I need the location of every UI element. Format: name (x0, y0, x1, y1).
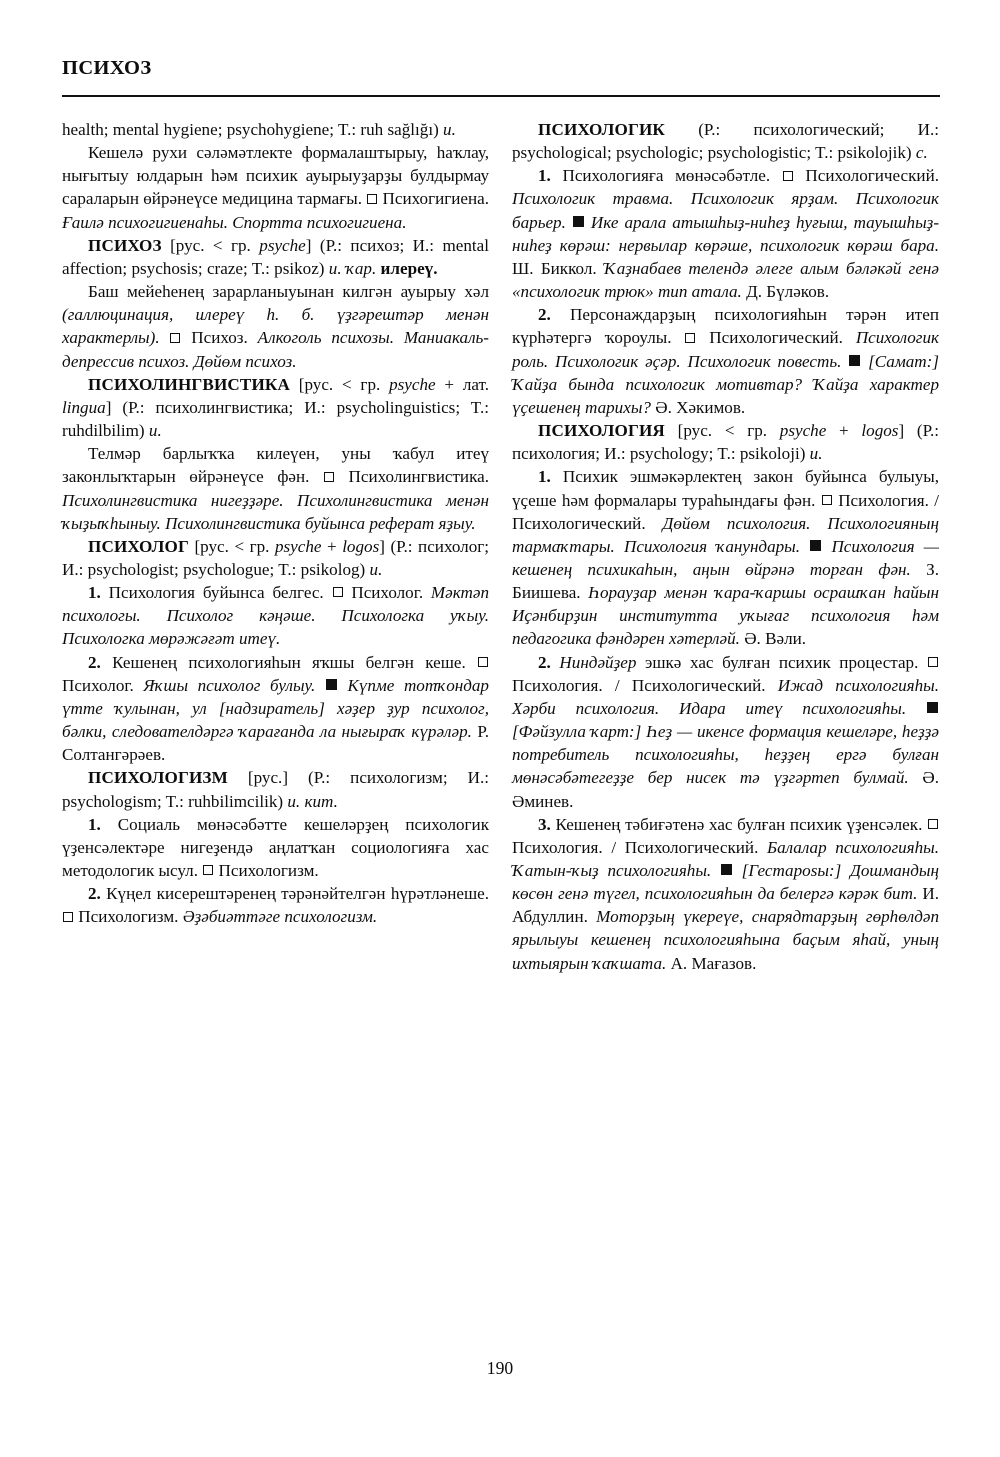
example-phrases: Балалар психологияһы. Ҡатын-ҡыҙ психологияһы. (512, 837, 940, 880)
filled-square-icon (927, 702, 938, 713)
literary-quotation-1: [Самат:] Ҡайҙа бында психологик мотивтар? Ҡайҙа характер үҫешенең тарихы? (512, 351, 939, 417)
example-phrases: Алкоголь психозы. Маниакаль-депрессив психоз. Дөйөм психоз. (62, 328, 489, 371)
filled-square-icon (721, 864, 732, 875)
headword-psihologizm: ПСИХОЛОГИЗМ (88, 768, 228, 788)
example-phrases: Психологик роль. Психологик әҫәр. Психологик повесть. (512, 328, 939, 371)
example-phrases: Әҙәбиәттәге психологизм. (182, 907, 378, 927)
grammar-label: и. (369, 559, 383, 579)
entry-psihologiya-sense-3 (512, 813, 939, 975)
russian-equivalent: Психологический. (793, 166, 939, 186)
russian-equivalent: Психоз. (181, 328, 258, 348)
etymology-source-word-2: logos (861, 421, 899, 441)
definition-text: Кешенең психологияһын яҡшы белгән кеше. (100, 652, 477, 672)
definition-text: Телмәр барлыҡҡа килеүен, уны ҡабул итеү законлыҡтарын өйрәнеүсе фән. (62, 444, 489, 487)
translations: ] (Р.: психология; И.: psychology; T.: psikoloji) (512, 421, 939, 464)
open-square-icon (203, 865, 213, 875)
grammar-label: и. кит. (287, 791, 338, 811)
latin-gloss-tail: health; mental hygiene; psychohygiene; T.: ruh sağlığı) (62, 120, 444, 139)
definition-text: Психологияға мөнәсәбәтле. (550, 166, 782, 186)
russian-equivalent: Психогигиена. (378, 189, 489, 209)
etymology-source-word-2: logos (342, 536, 380, 556)
headword-psiholingvistika: ПСИХОЛИНГВИСТИКА (88, 374, 290, 394)
example-phrases: Мәктәп психологы. Психолог кәңәше. Психологка уҡыу. Психологка мөрәжәғәт итеү. (62, 583, 489, 649)
entry-psihogigiena-definition (62, 141, 489, 234)
definition-text: Кешенең тәбиғәтенә хас булған психик үҙенсәлек. (550, 814, 927, 834)
open-square-icon (478, 657, 488, 667)
etymology-open: [рус. < гр. (161, 235, 260, 255)
etymology-open: [рус. < гр. (289, 374, 390, 394)
translations: ] (Р.: психоз; И.: mental affection; psychosis; craze; T.: psikoz) (62, 235, 489, 278)
translations: (Р.: психологический; И.: psychological; psychologic; psychologistic; T.: psikolojik) (512, 120, 939, 163)
etymology-source-word-1: psyche (389, 374, 436, 394)
literary-quotation-1: Ике арала атышһыҙ-ниһеҙ һуғыш, тауышһыҙ-ниһеҙ көрәш: нервылар көрәше, психологик көрәш бара. (512, 212, 940, 255)
example-phrases: Дөйөм психология. Психологияның тармаҡтары. Психология ҡанундары. (512, 513, 939, 556)
example-phrases: Психологик травма. Психологик ярҙам. Психологик барьер. (512, 189, 939, 232)
quotation-attribution-1: Ш. Биккол. (512, 258, 604, 278)
entry-psiholog-sense-2 (62, 651, 489, 767)
filled-square-icon (849, 355, 860, 366)
literary-quotation-2: Ҡаҙнабаев телендә әлеге алым бәләкәй генә «психологик трюк» тип атала. (512, 258, 939, 302)
entry-psihologizm-sense-1 (62, 813, 489, 882)
definition-text: Күңел кисерештәренең тәрәнәйтелгән һүрәтләнеше. (100, 884, 489, 904)
translations: ] (Р.: психолингвистика; И.: psycholinguistics; T.: ruhdilbilim) (62, 397, 489, 441)
example-phrases: Ғаилә психогигиенаһы. Спортта психогигиена. (62, 212, 407, 232)
sense-number: 2. (88, 652, 101, 672)
sense-number: 1. (88, 814, 101, 834)
open-square-icon (928, 657, 938, 667)
etymology-source-word-2: lingua (62, 397, 106, 417)
definition-lead-italic: Ниндәйҙер (550, 652, 645, 672)
etymology-mid: + лат. (435, 374, 489, 394)
etymology-open: [рус. < гр. (664, 421, 780, 441)
quotation-attribution-2: А. Мағазов. (670, 953, 757, 973)
open-square-icon (822, 495, 832, 505)
russian-equivalent: Психология. / Психологический. (512, 675, 778, 695)
definition-text: Социаль мөнәсәбәтте кешеләрҙең психологик үҙенсәлектәре нигеҙендә аңлатҡан социологияға хас методологик ысул. (62, 814, 489, 880)
literary-quotation-2: Моторҙың үкереүе, снарядтарҙың гөрһөлдәп ярылыуы кешенең психологияһына баҫым яһай, уның ихтыярын ҡаҡшата. (512, 907, 939, 973)
open-square-icon (170, 333, 180, 343)
quotation-attribution-1: З. Биишева. (512, 559, 939, 603)
literary-quotation-1: [Гестаposы:] Дошмандың көсөн генә түгел, психологияһын да белергә кәрәк бит. (512, 861, 939, 904)
definition-text: Кешелә рухи сәләмәтлекте формалаштырыу, һаҡлау, нығытыу юлдарын һәм психик ауырыуҙарҙы булдырмау сараларын өйрәнеүсе медицина тармағы. (62, 143, 489, 209)
quotation-attribution-1: Ә. Хәкимов. (655, 397, 746, 417)
sense-number: 2. (538, 652, 551, 672)
literary-quotation: Күпме тотҡондар үтте ҡулынан, ул [надзиратель] хәҙер ҙур психолог, бәлки, следователдәргә ҡарағанда ла нығыраҡ күрәләр. (62, 675, 489, 742)
russian-equivalent: Психология. / Психологический. (512, 837, 768, 857)
example-phrases: Яҡшы психолог булыу. (143, 675, 325, 695)
cross-reference: илереү. (376, 258, 438, 278)
quotation-attribution-1: Ә. Әминев. (512, 768, 939, 811)
grammar-label: и. (148, 421, 162, 441)
entry-psiholog-sense-1 (62, 581, 489, 650)
open-square-icon (333, 587, 343, 597)
headword-psihologiya: ПСИХОЛОГИЯ (538, 421, 665, 441)
definition-text: Баш мейеһенең зарарланыуынан килгән ауырыу хәл (88, 282, 489, 302)
entry-psihoz-definition (62, 280, 489, 373)
literary-quotation-1: Психология — кешенең психикаһын, аңын өйрәнә торған фән. (512, 536, 939, 579)
header-rule (62, 95, 940, 97)
literary-quotation-2: Һорауҙар менән ҡара-ҡаршы осрашҡан һайын Иҫәнбирҙин институтта уҡығаг психология һәм педагогика фәндәрен хәтерләй. (512, 583, 939, 649)
quotation-attribution-2: Д. Бүләков. (746, 282, 830, 302)
headword-psihologik: ПСИХОЛОГИК (538, 120, 665, 139)
etymology-source-word: psyche (259, 235, 306, 255)
example-phrases: Ижад психологияһы. Хәрби психология. Идара итеү психологияһы. (512, 675, 939, 718)
open-square-icon (324, 472, 334, 482)
entry-psihologiya-header (512, 419, 939, 465)
russian-equivalent: Психология. / Психологический. (512, 490, 939, 533)
etymology-mid: + (321, 536, 343, 556)
filled-square-icon (573, 216, 584, 227)
translations: ] (Р.: психолог; И.: psychologist; psychologue; T.: psikolog) (62, 536, 489, 579)
etymology-and-translations: [рус.] (Р.: психологизм; И.: psychologism; T.: ruhbilimcilik) (62, 768, 489, 811)
running-head: ПСИХОЗ (62, 57, 152, 79)
definition-text: Психология буйынса белгес. (100, 583, 332, 603)
entry-psihologiya-sense-2 (512, 651, 939, 813)
sense-number: 1. (538, 467, 551, 487)
sense-number: 1. (538, 166, 551, 186)
open-square-icon (928, 819, 938, 829)
headword-psihoz: ПСИХОЗ (88, 235, 162, 255)
etymology-open: [рус. < гр. (188, 536, 275, 556)
entry-psihologiya-sense-1 (512, 465, 939, 650)
definition-text: эшкә хас булған психик процестар. (645, 652, 927, 672)
open-square-icon (783, 171, 793, 181)
russian-equivalent: Психологизм. (214, 861, 319, 880)
headword-psiholog: ПСИХОЛОГ (88, 536, 189, 556)
filled-square-icon (810, 540, 821, 551)
literary-quotation-1: [Фәйзулла ҡарт:] Һеҙ — икенсе формация кешеләре, һеҙҙә потребитель психологияһы, һеҙҙең ергә булған мөнәсәбәтегеҙҙе бер нисек тә үҙгәртеп булмай. (512, 722, 939, 788)
russian-equivalent: Психологический. (696, 328, 856, 348)
entry-psihoz-header (62, 234, 489, 280)
gram-label: и. (443, 120, 456, 139)
page-number: 190 (486, 1358, 514, 1378)
quotation-attribution: Р. Солтангәрәев. (62, 722, 489, 765)
sense-number: 2. (538, 305, 551, 325)
quotation-attribution-2: Ә. Вәли. (744, 629, 807, 649)
column-left (62, 118, 489, 928)
entry-psihogigiena-tail (62, 118, 489, 141)
example-phrases: Психолингвистика нигеҙҙәре. Психолингвистика менән ҡыҙыҡһыныу. Психолингвистика буйынса реферат яҙыу. (62, 490, 489, 533)
definition-text: Психик эшмәкәрлектең закон буйынса булыуы, үҫеше һәм формалары тураһындағы фән. (512, 467, 939, 510)
filled-square-icon (326, 679, 337, 690)
open-square-icon (685, 333, 695, 343)
russian-equivalent: Психолингвистика. (334, 467, 489, 487)
entry-psiholingvistika-header (62, 373, 489, 442)
column-right (512, 118, 939, 975)
entry-psihologik-header (512, 118, 939, 164)
entry-psihologik-sense-1 (512, 164, 939, 303)
entry-psihologik-sense-2 (512, 303, 939, 419)
quotation-attribution-1: И. Абдуллин. (512, 884, 939, 927)
definition-parenthetical: (галлюцинация, илереү һ. б. үҙгәрештәр менән характерлы). (62, 305, 489, 348)
entry-psihologizm-header (62, 766, 489, 812)
russian-equivalent: Психолог. (62, 675, 144, 695)
grammar-label: и. ҡар. (328, 258, 377, 278)
sense-number: 1. (88, 583, 101, 603)
open-square-icon (63, 912, 73, 922)
entry-psiholog-header (62, 535, 489, 581)
definition-text: Персонаждарҙың психологияһын тәрән итеп күрһәтергә ҡороулы. (512, 305, 939, 348)
etymology-mid: + (826, 421, 862, 441)
grammar-label: и. (809, 444, 823, 464)
entry-psiholingvistika-definition (62, 442, 489, 535)
russian-equivalent: Психологизм. (74, 907, 183, 927)
grammar-label: с. (915, 143, 928, 163)
open-square-icon (367, 194, 377, 204)
etymology-source-word-1: psyche (779, 421, 827, 441)
entry-psihologizm-sense-2 (62, 882, 489, 928)
russian-equivalent: Психолог. (343, 583, 431, 603)
sense-number: 2. (88, 884, 101, 904)
sense-number: 3. (538, 814, 551, 834)
etymology-source-word-1: psyche (274, 536, 322, 556)
